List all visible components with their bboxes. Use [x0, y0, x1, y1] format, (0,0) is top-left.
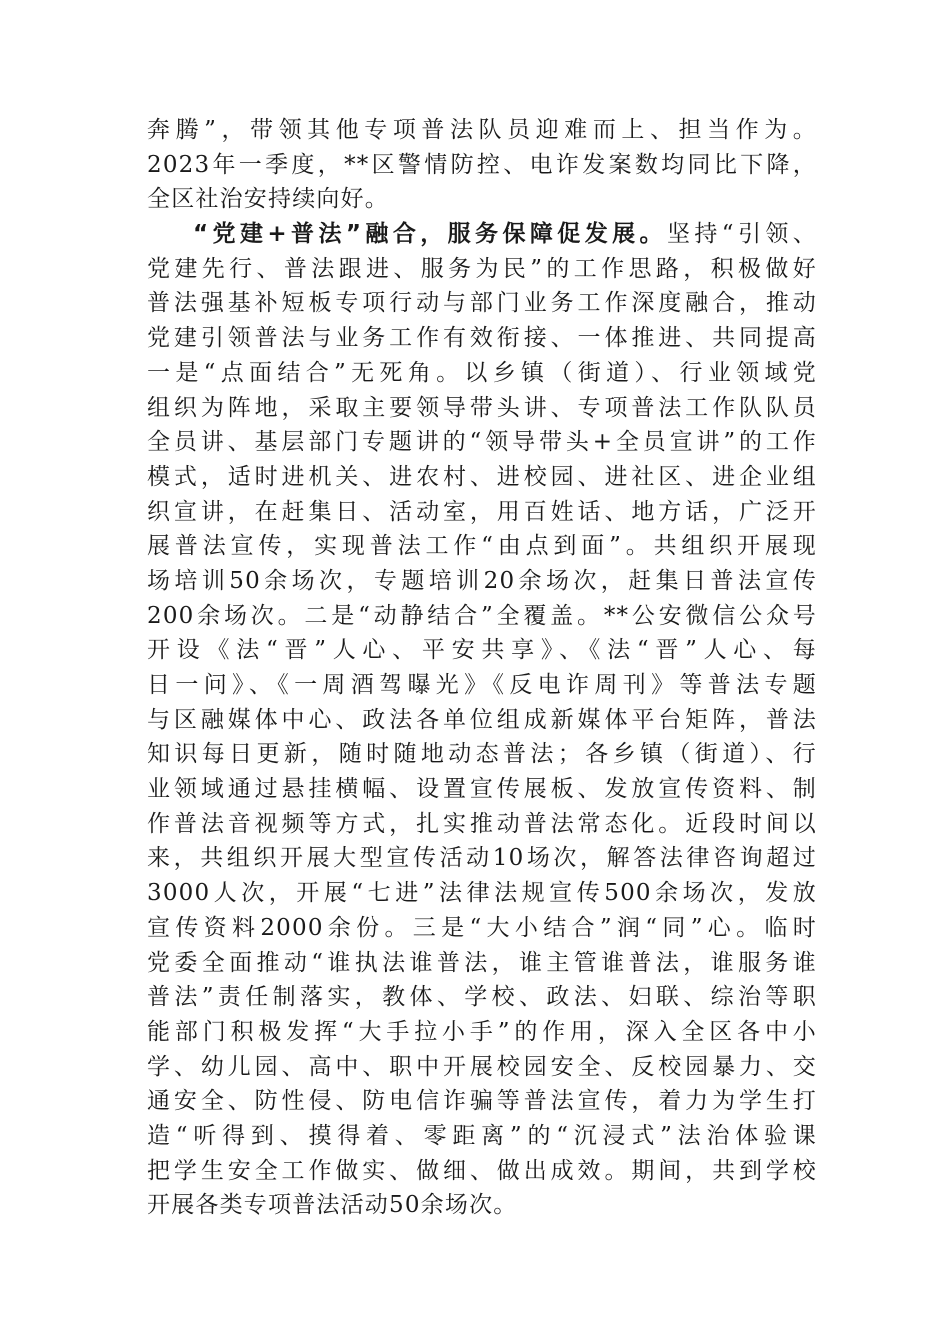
- text-line: 党建先行、普法跟进、服务为民”的工作思路，积极做好: [147, 255, 817, 282]
- text-line: 造“听得到、摸得着、零距离”的“沉浸式”法治体验课: [147, 1122, 817, 1149]
- text-line: 党建引领普法与业务工作有效衔接、一体推进、共同提高: [147, 325, 817, 352]
- text-line: 作普法音视频等方式，扎实推动普法常态化。近段时间以: [147, 810, 817, 837]
- paragraph-heading-line: [147, 217, 817, 252]
- text-line: 知识每日更新，随时随地动态普法；各乡镇（街道）、行: [147, 741, 817, 768]
- section-heading: “党建+普法”融合，服务保障促发展。: [193, 221, 667, 248]
- text-line: 学、幼儿园、高中、职中开展校园安全、反校园暴力、交: [147, 1053, 817, 1080]
- text-line: 开展各类专项普法活动50余场次。: [147, 1192, 518, 1219]
- text-line: 普法”责任制落实，教体、学校、政法、妇联、综治等职: [147, 984, 817, 1011]
- text-line: 来，共组织开展大型宣传活动10场次，解答法律咨询超过: [147, 845, 817, 872]
- text-fragment: 坚持“引领、: [666, 221, 817, 248]
- text-line: 奔腾”，带领其他专项普法队员迎难而上、担当作为。: [147, 117, 817, 143]
- text-line: 党委全面推动“谁执法谁普法，谁主管谁普法，谁服务谁: [147, 949, 817, 976]
- text-line: 一是“点面结合”无死角。以乡镇（街道）、行业领域党: [147, 359, 817, 386]
- text-line: 全员讲、基层部门专题讲的“领导带头+全员宣讲”的工作: [147, 429, 817, 456]
- text-line: 业领域通过悬挂横幅、设置宣传展板、发放宣传资料、制: [147, 776, 817, 803]
- text-line: 3000人次，开展“七进”法律法规宣传500余场次，发放: [147, 880, 817, 907]
- text-line: 通安全、防性侵、防电信诈骗等普法宣传，着力为学生打: [147, 1088, 817, 1115]
- text-line: 能部门积极发挥“大手拉小手”的作用，深入全区各中小: [147, 1018, 817, 1045]
- text-line: 宣传资料2000余份。三是“大小结合”润“同”心。临时: [147, 914, 817, 941]
- text-line: 把学生安全工作做实、做细、做出成效。期间，共到学校: [147, 1157, 817, 1184]
- text-line: 与区融媒体中心、政法各单位组成新媒体平台矩阵，普法: [147, 706, 817, 733]
- text-line: 2023年一季度，**区警情防控、电诈发案数均同比下降，: [147, 151, 817, 178]
- text-line: 200余场次。二是“动静结合”全覆盖。**公安微信公众号: [147, 602, 817, 629]
- text-line: 日一问》、《一周酒驾曝光》《反电诈周刊》等普法专题: [147, 672, 817, 698]
- text-line: 开设《法“晋”人心、平安共享》、《法“晋”人心、每: [147, 637, 817, 664]
- text-line: 全区社治安持续向好。: [147, 186, 389, 213]
- text-line: 模式，适时进机关、进农村、进校园、进社区、进企业组: [147, 463, 817, 490]
- text-line: 织宣讲，在赶集日、活动室，用百姓话、地方话，广泛开: [147, 498, 817, 525]
- text-line: 普法强基补短板专项行动与部门业务工作深度融合，推动: [147, 290, 817, 317]
- text-line: 组织为阵地，采取主要领导带头讲、专项普法工作队队员: [147, 394, 817, 421]
- text-line: 场培训50余场次，专题培训20余场次，赶集日普法宣传: [147, 567, 817, 594]
- text-line: 展普法宣传，实现普法工作“由点到面”。共组织开展现: [147, 533, 817, 560]
- document-body: [147, 113, 817, 1223]
